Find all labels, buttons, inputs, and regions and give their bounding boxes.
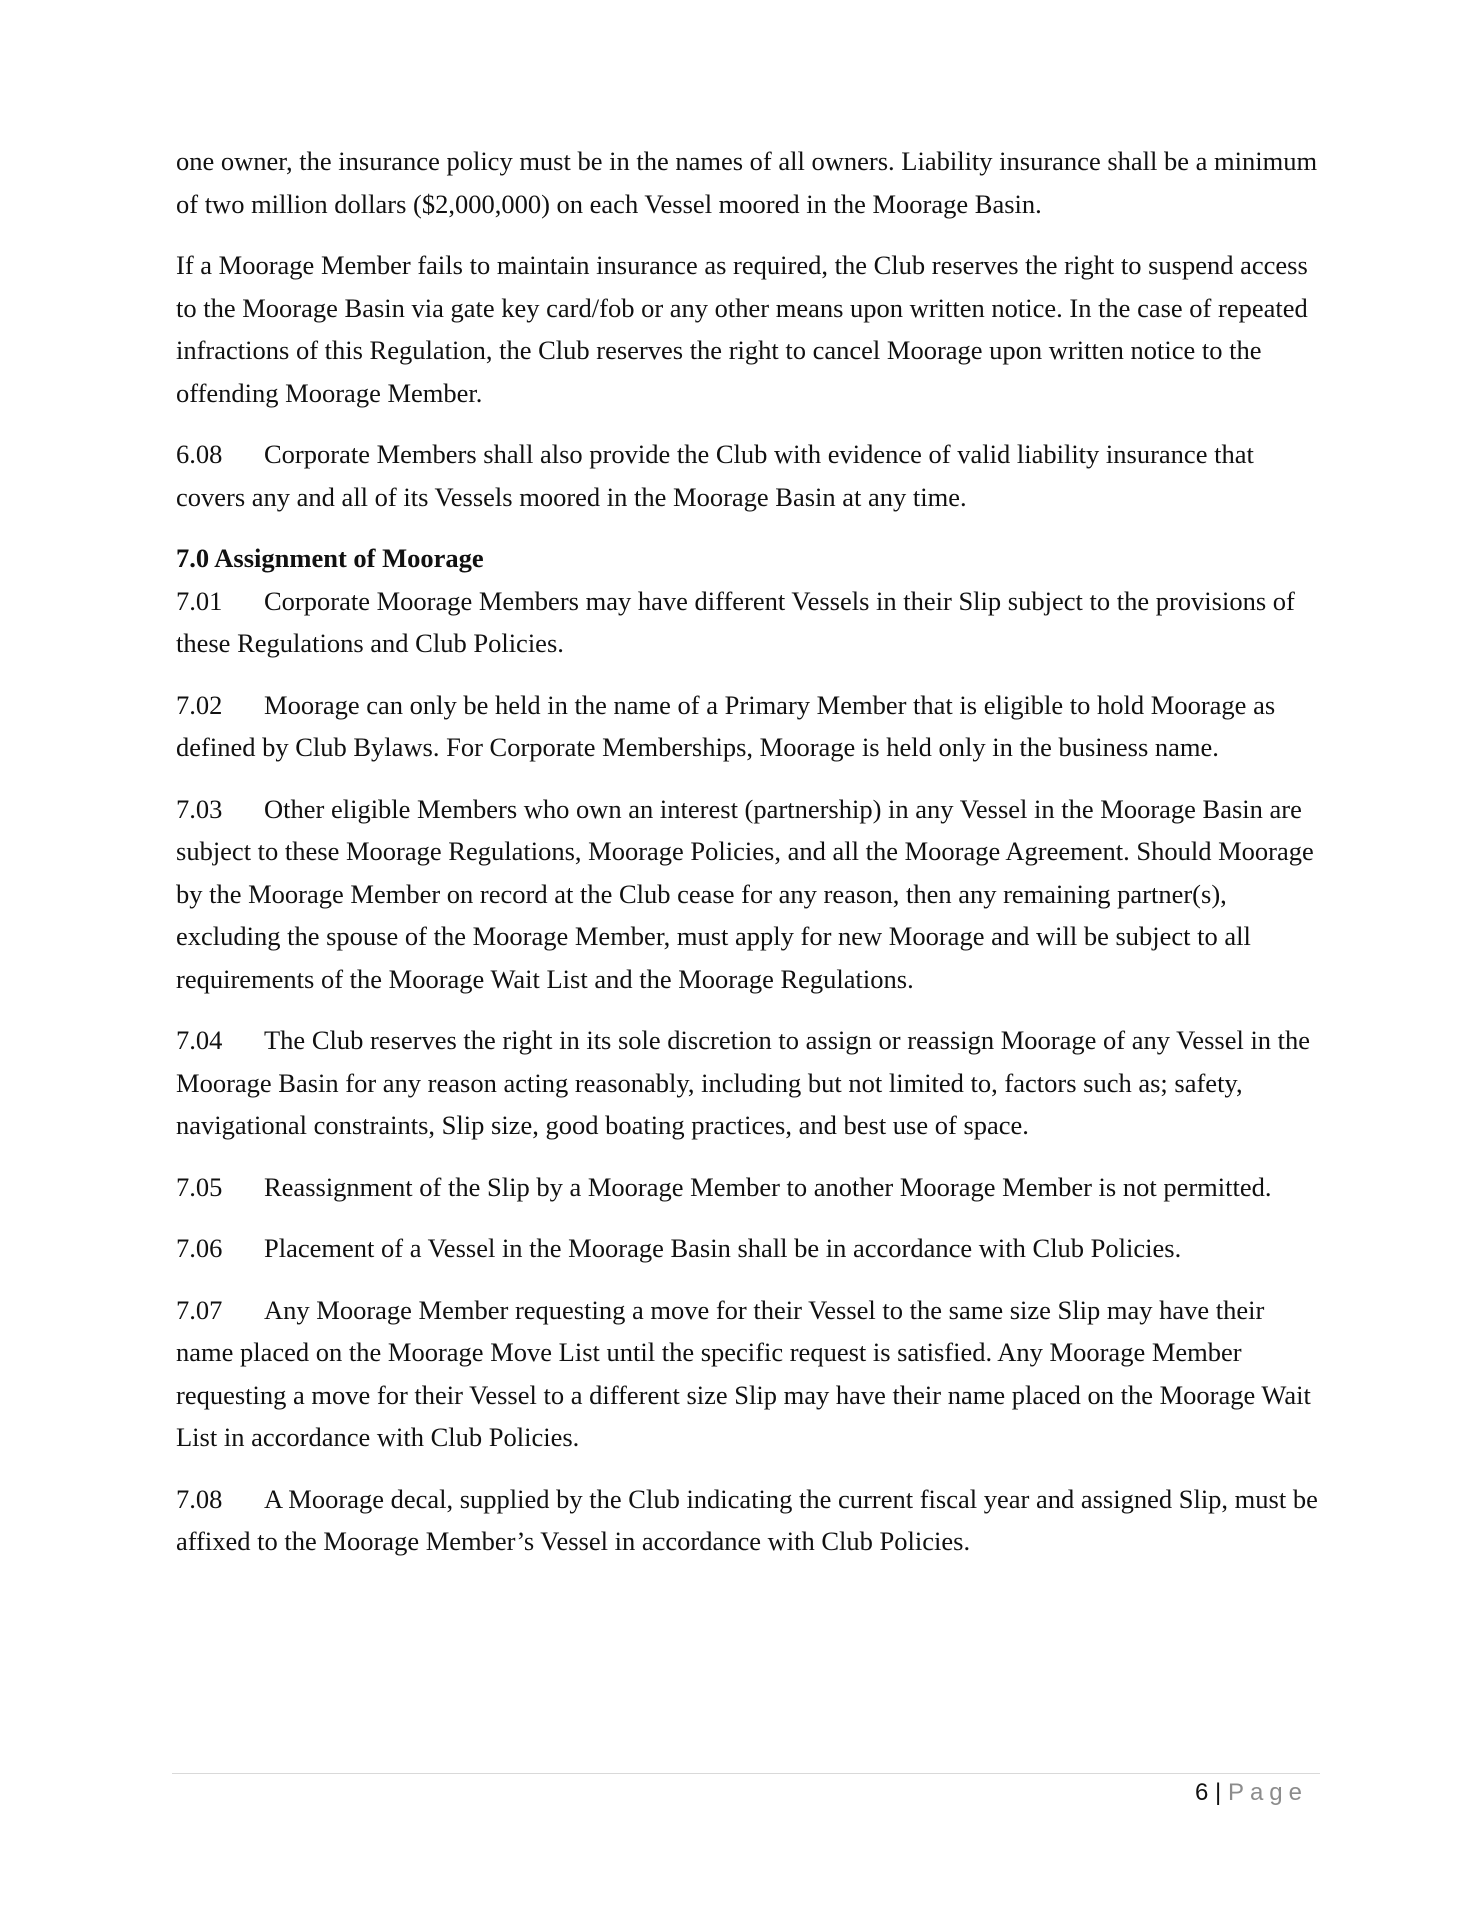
section-number: 7.07	[176, 1294, 223, 1325]
document-body	[176, 140, 1326, 1582]
section-number: 6.08	[176, 439, 223, 469]
section-7-07	[176, 1289, 1326, 1459]
page-number: 6	[1195, 1779, 1209, 1806]
section-number: 7.03	[176, 793, 223, 824]
section-7-04	[176, 1019, 1326, 1147]
section-number: 7.04	[176, 1025, 223, 1055]
section-7-01	[176, 580, 1326, 665]
section-6-08	[176, 433, 1326, 518]
section-text: A Moorage decal, supplied by the Club indicating the current fiscal year and assigned Slip, must be affixed to the Moorage Member’s Vessel in accordance with Club Policies.	[176, 1483, 1318, 1556]
section-text: Placement of a Vessel in the Moorage Basin shall be in accordance with Club Policies.	[264, 1233, 1182, 1263]
section-text: Moorage can only be held in the name of a Primary Member that is eligible to hold Moorage as defined by Club Bylaws. For Corporate Memberships, Moorage is held only in the business name.	[176, 689, 1276, 762]
section-7-06	[176, 1227, 1326, 1270]
section-text: The Club reserves the right in its sole discretion to assign or reassign Moorage of any Vessel in the Moorage Basin for any reason acting reasonably, including but not limited to, factors such as; safety, navigational constraints, Slip size, good boating practices, and best use of space.	[176, 1025, 1311, 1140]
footer-divider	[172, 1773, 1320, 1774]
page-footer	[1195, 1778, 1308, 1808]
section-text: Corporate Members shall also provide the Club with evidence of valid liability insurance that covers any and all of its Vessels moored in the Moorage Basin at any time.	[176, 439, 1254, 512]
section-7-02	[176, 684, 1326, 769]
section-number: 7.08	[176, 1483, 223, 1514]
section-7-03	[176, 788, 1326, 1001]
section-text: Reassignment of the Slip by a Moorage Member to another Moorage Member is not permitted.	[264, 1171, 1272, 1202]
section-number: 7.01	[176, 585, 223, 616]
section-text: Any Moorage Member requesting a move for their Vessel to the same size Slip may have their name placed on the Moorage Move List until the specific request is satisfied. Any Moorage Member requesting a move for their Vessel to a different size Slip may have their name placed on the Moorage Wait List in accordance with Club Policies.	[176, 1294, 1311, 1452]
section-text: Corporate Moorage Members may have different Vessels in their Slip subject to the provisions of these Regulations and Club Policies.	[176, 585, 1295, 658]
page-label: Page	[1227, 1779, 1308, 1806]
section-number: 7.06	[176, 1233, 223, 1263]
section-text: Other eligible Members who own an interest (partnership) in any Vessel in the Moorage Basin are subject to these Moorage Regulations, Moorage Policies, and all the Moorage Agreement. Should Moorage by the Moorage Member on record at the Club cease for any reason, then any remaining partner(s), excluding the spouse of the Moorage Member, must apply for new Moorage and will be subject to all requirements of the Moorage Wait List and the Moorage Regulations.	[176, 793, 1314, 994]
section-heading-7: 7.0 Assignment of Moorage	[176, 543, 484, 573]
footer-separator: |	[1215, 1779, 1222, 1806]
section-7-08	[176, 1478, 1326, 1563]
paragraph-insurance-failure: If a Moorage Member fails to maintain insurance as required, the Club reserves the right to suspend access to the Moorage Basin via gate key card/fob or any other means upon written notice. In the case of repeated infractions of this Regulation, the Club reserves the right to cancel Moorage upon written notice to the offending Moorage Member.	[176, 250, 1308, 408]
section-number: 7.05	[176, 1171, 223, 1202]
paragraph-insurance-owners: one owner, the insurance policy must be in the names of all owners. Liability insurance shall be a minimum of two million dollars ($2,000,000) on each Vessel moored in the Moorage Basin.	[176, 146, 1318, 219]
section-number: 7.02	[176, 689, 223, 720]
section-7-05	[176, 1166, 1326, 1209]
